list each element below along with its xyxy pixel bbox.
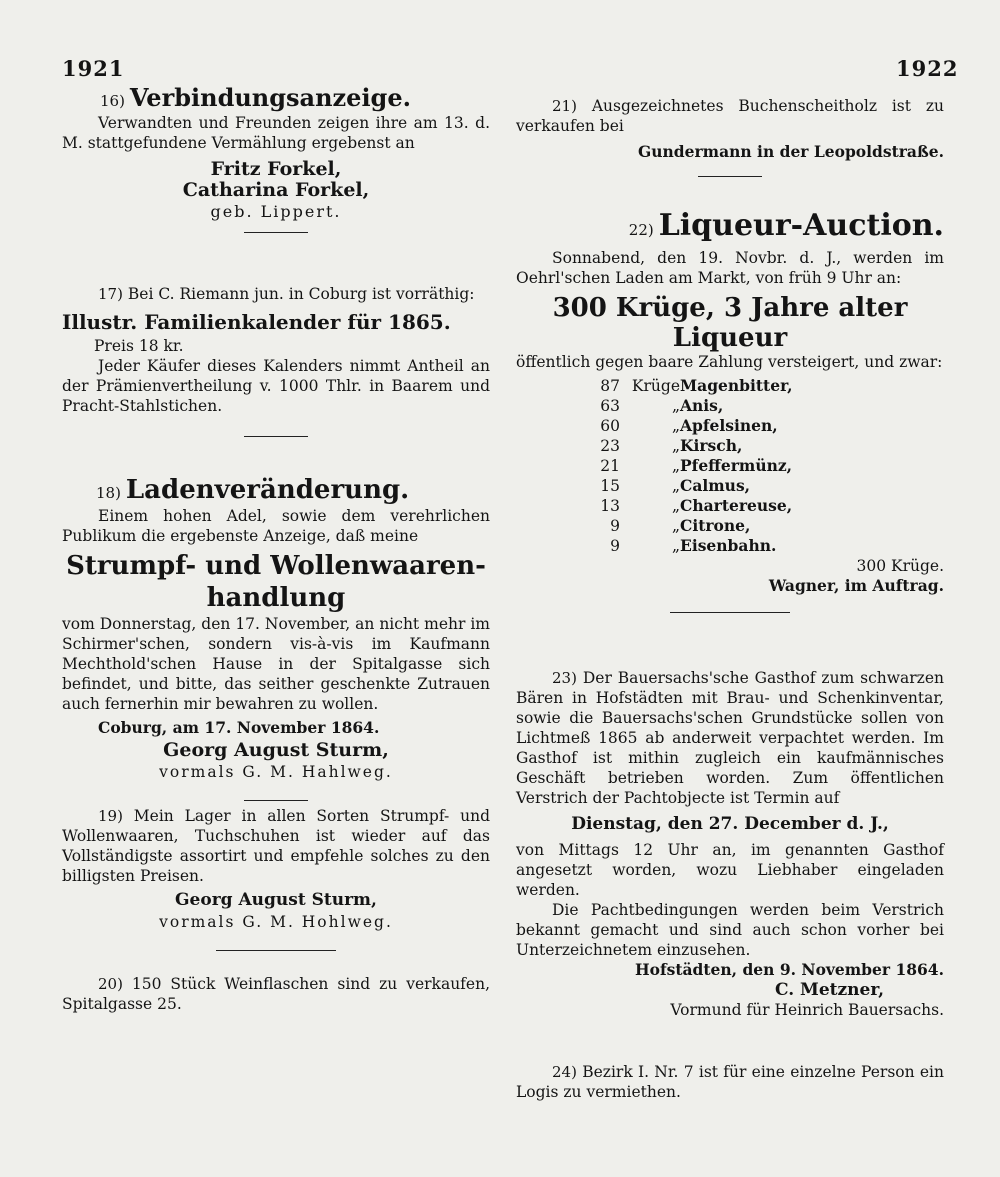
ad-text: Verwandten und Freunden zeigen ihre am 13. d. M. stattgefundene Vermählung ergebenst an	[62, 114, 490, 152]
ad-role: Vormund für Heinrich Bauersachs.	[670, 1001, 944, 1019]
liqueur-row	[590, 456, 944, 476]
liqueur-qty: 60	[600, 417, 620, 435]
liqueur-name: Calmus,	[680, 476, 751, 495]
liqueur-qty: 21	[600, 457, 620, 475]
ad-21	[516, 96, 944, 208]
ad-text	[516, 96, 944, 136]
ad-number: 22)	[628, 221, 654, 239]
liqueur-row	[590, 496, 944, 516]
liqueur-unit: Krüge	[631, 377, 680, 395]
ad-title: Illustr. Familienkalender für 1865.	[62, 310, 451, 334]
liqueur-unit: „	[671, 517, 680, 535]
ad-big-line-1: 300 Krüge, 3 Jahre alter	[552, 293, 908, 323]
ad-text: vom Donnerstag, den 17. November, an nicht mehr im Schirmer'schen, sondern vis-à-vis im Kaufmann Mechthold'schen Hause in der Spitalgasse sich befindet, und bitte, das seither geschenkte Zutrauen auch fernerhin mir bewahren zu wollen.	[62, 615, 490, 713]
liqueur-unit: „	[671, 417, 680, 435]
ad-23	[516, 668, 944, 1062]
liqueur-unit: „	[671, 537, 680, 555]
divider	[670, 612, 790, 613]
ad-number: 19)	[98, 807, 123, 825]
liqueur-name: Chartereuse,	[680, 496, 793, 515]
liqueur-name: Pfeffermünz,	[680, 456, 793, 475]
page-number-right: 1922	[896, 56, 959, 81]
ad-total: 300 Krüge.	[856, 557, 944, 575]
ad-number: 16)	[100, 92, 125, 110]
ad-title: Ladenveränderung.	[125, 475, 410, 505]
ad-number: 17)	[98, 285, 123, 303]
liqueur-name: Eisenbahn.	[680, 536, 777, 555]
divider	[216, 950, 336, 951]
liqueur-unit: „	[671, 477, 680, 495]
liqueur-qty: 13	[600, 497, 620, 515]
ad-signer: Georg August Sturm,	[175, 890, 377, 910]
ad-20	[62, 974, 490, 1014]
ad-title: Liqueur-Auction.	[658, 208, 944, 243]
ad-body: Bezirk I. Nr. 7 ist für eine einzelne Person ein Logis zu vermiethen.	[516, 1063, 944, 1101]
liqueur-qty: 9	[610, 517, 620, 535]
ad-text-1: Sonnabend, den 19. Novbr. d. J., werden im Oehrl'schen Laden am Markt, von früh 9 Uhr an:	[516, 249, 944, 287]
liqueur-unit: „	[671, 437, 680, 455]
ad-body: Mein Lager in allen Sorten Strumpf- und Wollenwaaren, Tuchschuhen ist wieder auf das Vollständigste assortirt und empfehle solches zu den billigsten Preisen.	[62, 807, 490, 885]
page-number-left: 1921	[62, 56, 125, 81]
liqueur-name: Kirsch,	[680, 436, 743, 455]
ad-text: Jeder Käufer dieses Kalenders nimmt Antheil an der Prämienvertheilung v. 1000 Thlr. in Baarem und Pracht-Stahlstichen.	[62, 357, 490, 415]
ad-names	[62, 159, 490, 222]
ad-text	[62, 806, 490, 886]
liqueur-row	[590, 416, 944, 436]
divider	[244, 436, 308, 437]
ad-19	[62, 806, 490, 974]
liqueur-name: Magenbitter,	[680, 376, 793, 395]
divider	[244, 800, 308, 801]
liqueur-qty: 15	[600, 477, 620, 495]
ad-text	[516, 1062, 944, 1102]
groom-name: Fritz Forkel,	[210, 158, 342, 180]
liqueur-qty: 9	[610, 537, 620, 555]
liqueur-row	[590, 436, 944, 456]
liqueur-row	[590, 396, 944, 416]
ad-text-3: Die Pachtbedingungen werden beim Verstrich bekannt gemacht und sind auch schon vorher bei Unterzeichnetem einzusehen.	[516, 901, 944, 959]
liqueur-qty: 87	[600, 377, 620, 395]
ad-22	[516, 208, 944, 668]
ad-former: vormals G. M. Hahlweg.	[159, 763, 393, 781]
ad-date: Dienstag, den 27. December d. J.,	[571, 814, 889, 834]
ad-body: 150 Stück Weinflaschen sind zu verkaufen, Spitalgasse 25.	[62, 975, 490, 1013]
ad-16	[62, 83, 490, 284]
ad-intro: Bei C. Riemann jun. in Coburg ist vorräthig:	[127, 285, 475, 303]
ad-big-line-2: handlung	[206, 583, 346, 613]
liqueur-unit: „	[671, 457, 680, 475]
right-column	[516, 96, 944, 1102]
liqueur-unit: „	[671, 397, 680, 415]
liqueur-name: Citrone,	[680, 516, 751, 535]
ad-body: Ausgezeichnetes Buchenscheitholz ist zu verkaufen bei	[516, 97, 945, 135]
liqueur-name: Anis,	[680, 396, 724, 415]
ad-17	[62, 284, 490, 474]
ad-signer: Georg August Sturm,	[163, 739, 389, 761]
ad-text	[516, 668, 944, 808]
ad-big-line-2: Liqueur	[672, 323, 788, 353]
liqueur-name: Apfelsinen,	[680, 416, 778, 435]
ad-intro: Einem hohen Adel, sowie dem verehrlichen Publikum die ergebenste Anzeige, daß meine	[62, 507, 490, 545]
ad-text-2: öffentlich gegen baare Zahlung versteigert, und zwar:	[516, 353, 943, 371]
ad-number: 20)	[98, 975, 123, 993]
liqueur-row	[590, 536, 944, 556]
ad-text-2: von Mittags 12 Uhr an, im genannten Gasthof angesetzt worden, wozu Liebhaber eingeladen werden.	[516, 841, 944, 899]
divider	[244, 232, 308, 233]
ad-24	[516, 1062, 944, 1102]
ad-title: Verbindungsanzeige.	[129, 83, 411, 112]
ad-date: Coburg, am 17. November 1864.	[98, 718, 380, 737]
ad-text	[62, 974, 490, 1014]
ad-seller: Gundermann in der Leopoldstraße.	[638, 142, 944, 161]
ad-big-line-1: Strumpf- und Wollenwaaren-	[66, 551, 486, 581]
ad-body: Der Bauersachs'sche Gasthof zum schwarzen Bären in Hofstädten mit Brau- und Schenkinventar, sowie die Bauersachs'schen Grundstücke sollen von Lichtmeß 1865 ab anderweit verpachtet werden. Im Gasthof ist mithin zugleich ein kaufmännisches Geschäft betrieben worden. Zum öffentlichen Verstrich der Pachtobjecte ist Termin auf	[516, 669, 944, 807]
ad-signer: Wagner, im Auftrag.	[768, 576, 944, 595]
liqueur-list	[590, 376, 944, 556]
liqueur-row	[590, 516, 944, 536]
ad-18	[62, 474, 490, 806]
liqueur-qty: 23	[600, 437, 620, 455]
ad-number: 23)	[552, 669, 577, 687]
divider	[698, 176, 762, 177]
ad-former: vormals G. M. Hohlweg.	[159, 913, 393, 931]
left-column	[62, 83, 490, 1014]
maiden-name: geb. Lippert.	[210, 202, 342, 221]
liqueur-unit: „	[671, 497, 680, 515]
ad-price: Preis 18 kr.	[94, 337, 184, 355]
ad-number: 21)	[552, 97, 577, 115]
ad-place: Hofstädten, den 9. November 1864.	[634, 960, 944, 979]
liqueur-row	[590, 376, 944, 396]
bride-name: Catharina Forkel,	[182, 179, 370, 201]
liqueur-qty: 63	[600, 397, 620, 415]
ad-signer: C. Metzner,	[774, 980, 884, 1000]
ad-number: 24)	[552, 1063, 577, 1081]
ad-number: 18)	[96, 484, 121, 502]
liqueur-row	[590, 476, 944, 496]
